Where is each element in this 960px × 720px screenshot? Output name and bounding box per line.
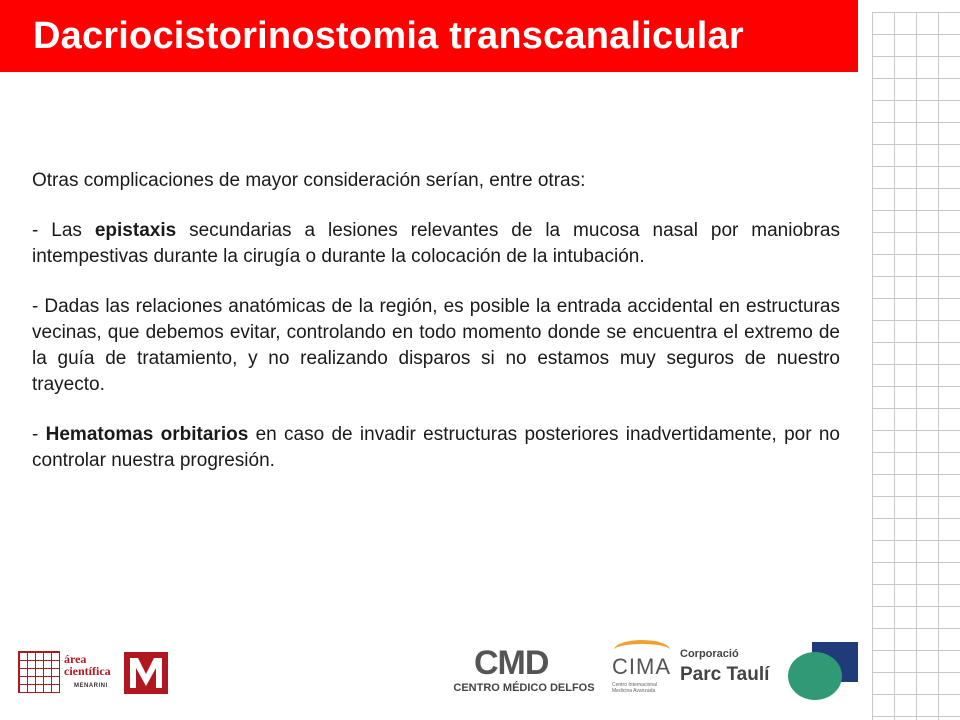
parc-name: Parc Taulí: [680, 664, 770, 685]
title-bar: [0, 0, 858, 72]
parc-tauli-logo: [680, 642, 860, 700]
epistaxis-text: secundarias a lesiones relevantes de la mucosa nasal por maniobras intempestivas durante la cirugía o durante la colocación de la intubación.: [32, 220, 840, 267]
hematoma-term: Hematomas orbitarios: [45, 424, 249, 445]
area-logo-text: área científica: [64, 652, 111, 678]
menarini-m-icon: [124, 652, 168, 694]
parc-circle-icon: [788, 652, 842, 700]
centro-medico-delfos-logo: [452, 640, 596, 698]
epistaxis-prefix: - Las: [32, 220, 95, 241]
anatomy-paragraph: - Dadas las relaciones anatómicas de la región, es posible la entrada accidental en estructuras vecinas, que debemos evitar, controlando en todo momento donde se encuentra el extremo de la guía de tratamiento, y no realizando disparos si no estamos muy seguros de nuestro trayecto.: [32, 296, 840, 395]
epistaxis-paragraph: [32, 218, 840, 270]
epistaxis-term: epistaxis: [94, 220, 177, 241]
delfos-mark: CMD: [474, 644, 549, 682]
hematoma-paragraph: [32, 422, 840, 474]
delfos-name: CENTRO MÉDICO DELFOS: [453, 682, 595, 694]
intro-paragraph: Otras complicaciones de mayor consideración serían, entre otras:: [32, 170, 586, 191]
parc-corporacio: Corporació: [680, 648, 739, 660]
slide-title: Dacriocistorinostomia transcanalicular: [33, 14, 744, 57]
menarini-logo: [124, 652, 168, 694]
cima-name: CIMA: [612, 654, 671, 679]
area-cientifica-logo: [18, 651, 122, 693]
slide-content: [32, 168, 840, 498]
hematoma-text: en caso de invadir estructuras posteriores inadvertidamente, por no controlar nuestra progresión.: [32, 424, 840, 471]
area-grid-icon: [18, 651, 60, 693]
area-logo-sub: MENARINI: [74, 683, 108, 689]
hematoma-prefix: -: [32, 424, 46, 445]
decorative-grid: [872, 12, 960, 720]
cima-subtitle: Centro Internacional Medicina Avanzada: [612, 682, 658, 694]
cima-logo: [608, 640, 674, 698]
